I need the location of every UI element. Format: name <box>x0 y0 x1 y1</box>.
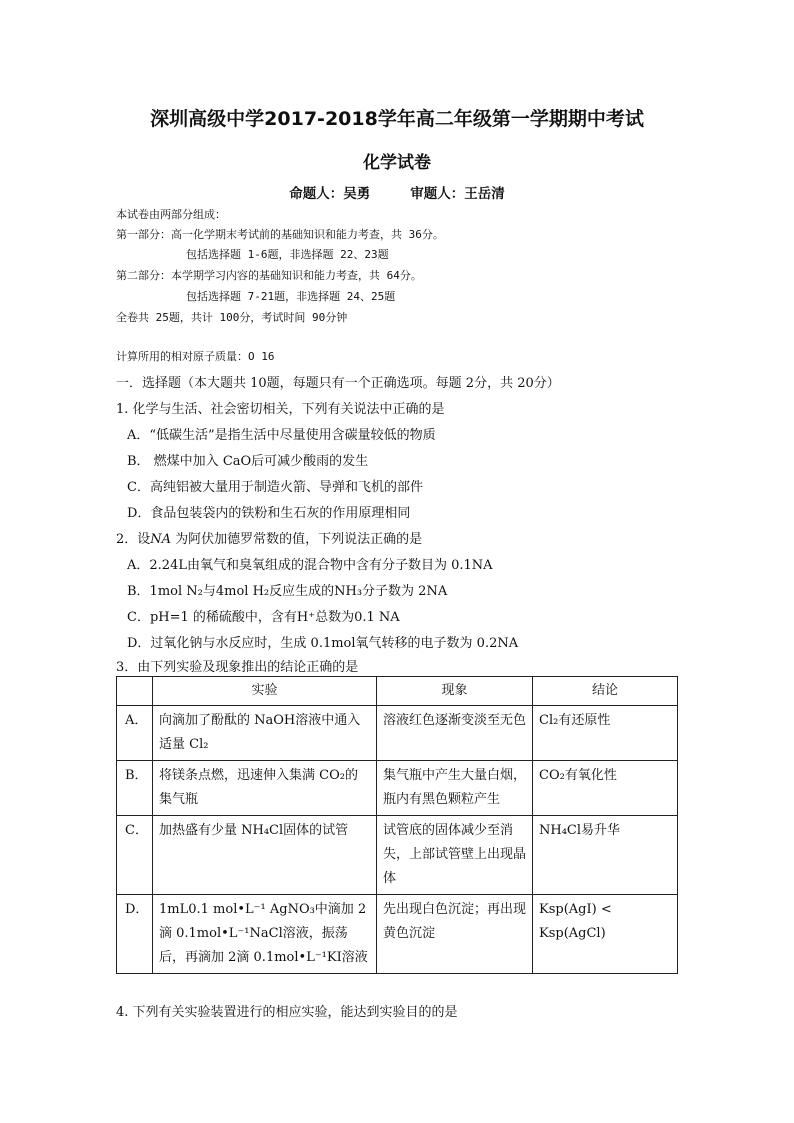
intro-line-1: 本试卷由两部分组成： <box>116 208 226 221</box>
intro-line-6: 全卷共 25题，共计 100分，考试时间 90分钟 <box>116 311 348 324</box>
q1-stem: 1. 化学与生活、社会密切相关，下列有关说法中正确的是 <box>116 402 445 417</box>
q1-option-a: A．“低碳生活”是指生活中尽量使用含碳量较低的物质 <box>127 428 436 443</box>
q1-option-b: B． 燃煤中加入 CaO后可减少酸雨的发生 <box>127 454 369 469</box>
q2-option-c: C．pH=1 的稀硫酸中，含有H⁺总数为0.1 NA <box>127 610 400 625</box>
row-conclusion: CO₂有氧化性 <box>533 761 678 816</box>
exam-authors <box>0 182 794 202</box>
exam-title: 深圳高级中学2017-2018学年高二年级第一学期期中考试 <box>150 108 644 130</box>
row-experiment: 向滴加了酚酞的 NaOH溶液中通入适量 Cl₂ <box>153 706 377 761</box>
row-conclusion: Ksp(AgI) < Ksp(AgCl) <box>533 895 678 974</box>
q2-option-b: B．1mol N₂与4mol H₂反应生成的NH₃分子数为 2NA <box>127 584 448 599</box>
row-conclusion: NH₄Cl易升华 <box>533 816 678 895</box>
experiment-table <box>116 676 678 974</box>
row-conclusion: Cl₂有还原性 <box>533 706 678 761</box>
row-phenomenon: 溶液红色逐渐变淡至无色 <box>377 706 533 761</box>
intro-line-5: 包括选择题 7-21题，非选择题 24、25题 <box>186 290 396 303</box>
table-row <box>117 706 678 761</box>
author-name: 命题人：吴勇 <box>289 186 371 202</box>
table-row <box>117 761 678 816</box>
q2-option-a: A．2.24L由氧气和臭氧组成的混合物中含有分子数目为 0.1NA <box>127 558 493 573</box>
exam-subject: 化学试卷 <box>363 153 431 173</box>
q3-stem: 3．由下列实验及现象推出的结论正确的是 <box>116 660 359 675</box>
q2-na-symbol: NA <box>150 532 172 547</box>
q4-stem: 4. 下列有关实验装置进行的相应实验，能达到实验目的的是 <box>116 1005 458 1020</box>
intro-line-2: 第一部分：高一化学期末考试前的基础知识和能力考查，共 36分。 <box>116 228 444 241</box>
intro-line-4: 第二部分：本学期学习内容的基础知识和能力考查，共 64分。 <box>116 269 422 282</box>
table-row <box>117 895 678 974</box>
row-phenomenon: 先出现白色沉淀；再出现黄色沉淀 <box>377 895 533 974</box>
intro-line-3: 包括选择题 1-6题，非选择题 22、23题 <box>186 248 389 261</box>
row-experiment: 1mL0.1 mol•L⁻¹ AgNO₃中滴加 2滴 0.1mol•L⁻¹NaCl溶液，振荡后，再滴加 2滴 0.1mol•L⁻¹KI溶液 <box>153 895 377 974</box>
row-label: A． <box>117 706 153 761</box>
q1-option-c: C．高纯铝被大量用于制造火箭、导弹和飞机的部件 <box>127 480 423 495</box>
table-header-experiment: 实验 <box>153 677 377 706</box>
table-header-conclusion: 结论 <box>533 677 678 706</box>
q2-stem-prefix: 2．设 <box>116 532 151 547</box>
row-phenomenon: 集气瓶中产生大量白烟，瓶内有黑色颗粒产生 <box>377 761 533 816</box>
table-row <box>117 816 678 895</box>
q2-stem <box>116 528 422 547</box>
row-label: C． <box>117 816 153 895</box>
row-phenomenon: 试管底的固体减少至消失，上部试管壁上出现晶体 <box>377 816 533 895</box>
table-header-row <box>117 677 678 706</box>
row-label: D． <box>117 895 153 974</box>
row-experiment: 加热盛有少量 NH₄Cl固体的试管 <box>153 816 377 895</box>
row-label: B． <box>117 761 153 816</box>
table-header-phenomenon: 现象 <box>377 677 533 706</box>
section-heading: 一．选择题（本大题共 10题，每题只有一个正确选项。每题 2分，共 20分） <box>116 376 560 391</box>
q2-option-d: D．过氧化钠与水反应时，生成 0.1mol氧气转移的电子数为 0.2NA <box>127 636 519 651</box>
q1-option-d: D．食品包装袋内的铁粉和生石灰的作用原理相同 <box>127 506 411 521</box>
reviewer-name: 审题人：王岳清 <box>410 186 505 202</box>
q2-stem-suffix: 为阿伏加德罗常数的值，下列说法正确的是 <box>171 532 423 547</box>
atomic-mass-note: 计算所用的相对原子质量：O 16 <box>116 350 275 363</box>
table-header-blank <box>117 677 153 706</box>
row-experiment: 将镁条点燃，迅速伸入集满 CO₂的集气瓶 <box>153 761 377 816</box>
